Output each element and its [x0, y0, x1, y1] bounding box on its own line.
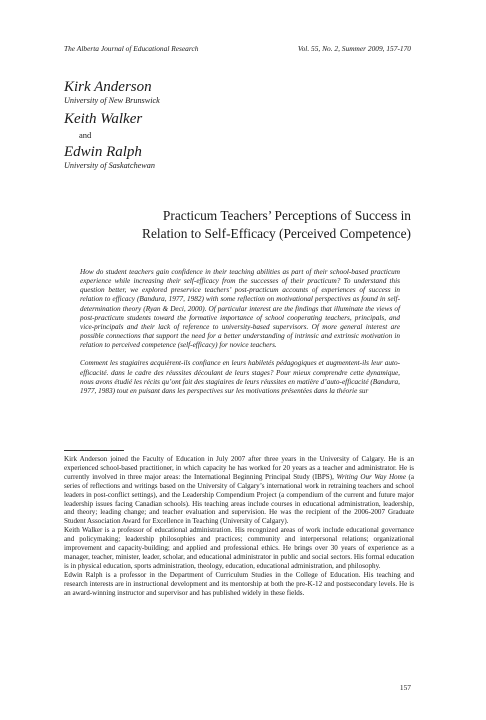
- note-text: (a series of reflections and writings based on the University of Calgary’s international work in retraining teachers and school leaders in post-conflict settings), and the Leadership Compendium Project (a compendium of the current and future major leadership issues facing Canadian schools). His teaching areas include courses in educational administration, leadership, and theory; leading change; and teacher evaluation and supervision. He was the recipient of the 2006-2007 Graduate Student Association Award for Excellence in Teaching (University of Calgary).: [64, 472, 414, 526]
- author-affiliation: University of Saskatchewan: [64, 161, 155, 170]
- author-note-ralph: Edwin Ralph is a professor in the Department of Curriculum Studies in the College of Education. His teaching and research interests are in instructional development and its mentorship at both the pre-K-12 and postsecondary levels. He is an award-winning instructor and supervisor and has published widely in these fields.: [64, 570, 414, 597]
- footnote-rule: [64, 450, 124, 451]
- running-head: [64, 44, 411, 56]
- author-note-walker: Keith Walker is a professor of educational administration. His recognized areas of work include educational governance and policymaking; leadership philosophies and practices; community and interpersonal relations; organizational improvement and capacity-building; and applied and professional ethics. He brings over 30 years of experience as a manager, teacher, minister, leader, scholar, and educational administrator in public and social sectors. His formal education is in physical education, sports administration, theology, education, educational administration, and philosophy.: [64, 526, 414, 570]
- note-book-title: Writing Our Way Home: [336, 472, 406, 481]
- author-name: Kirk Anderson: [64, 79, 152, 95]
- abstract-english: How do student teachers gain confidence in their teaching abilities as part of their school-based practicum experience while increasing their self-efficacy from the successes of their practicum? To understand this question better, we explored preservice teachers’ post-practicum accounts of experiences of success in relation to efficacy (Bandura, 1977, 1982) with some reflection on motivational perspectives as found in self-determination theory (Ryan & Deci, 2000). Of particular interest are the findings that illuminate the views of post-practicum students toward the formative importance of school cooperating teachers, principals, and vice-principals and their lack of reference to university-based supervisors. Of more general interest are possible connections that support the need for a better understanding of intrinsic and extrinsic motivation in relation to perceived competence (self-efficacy) for novice teachers.: [80, 268, 400, 350]
- article-title-line: Practicum Teachers’ Perceptions of Success in: [162, 208, 411, 223]
- page-number: 157: [399, 683, 411, 692]
- author-conjunction: and: [79, 130, 92, 140]
- abstract-french: Comment les stagiaires acquièrent-ils confiance en leurs habiletés pédagogiques et augmentent-ils leur auto-efficacité. dans le cadre des réussites découlant de leurs stages? Pour mieux comprendre cette dynamique, nous avons étudié les récits qu’ont fait des stagiaires de leurs réussites en matière d’auto-efficacité (Bandura, 1977, 1983) tout en puisant dans les perspectives sur les motivations présentées dans la théorie sur: [80, 359, 400, 395]
- article-title-line: Relation to Self-Efficacy (Perceived Competence): [142, 225, 411, 241]
- author-name: Keith Walker: [64, 111, 143, 127]
- volume-info: Vol. 55, No. 2, Summer 2009, 157-170: [297, 44, 411, 53]
- author-affiliation: University of New Brunswick: [64, 96, 160, 105]
- author-note-anderson: [64, 455, 414, 526]
- article-title: [81, 207, 411, 242]
- author-block: [64, 79, 394, 176]
- author-notes: [64, 455, 414, 598]
- author-name: Edwin Ralph: [64, 144, 142, 160]
- journal-title: The Alberta Journal of Educational Research: [64, 44, 199, 53]
- abstract: [80, 268, 400, 396]
- note-text: Kirk Anderson joined the Faculty of Education in July 2007 after three years in the University of Calgary. He is an experienced school-based practitioner, in which capacity he has worked for 20 years as a teacher and administrator. He is currently involved in three major areas: the International Beginning Principal Study (IBPS),: [64, 455, 414, 481]
